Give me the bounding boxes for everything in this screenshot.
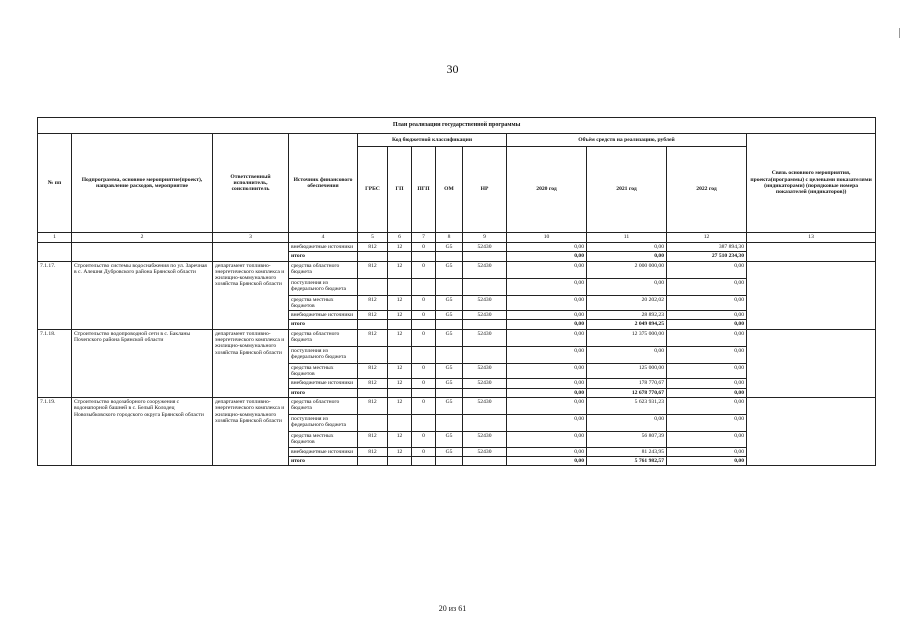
amount-2022: 0,00 [667,346,747,363]
om-cell: G5 [436,379,463,388]
column-numbers-row [38,233,876,243]
nr-cell: 52430 [463,295,507,311]
pgp-cell: 0 [412,311,436,320]
amount-2020: 0,00 [507,397,587,414]
gp-cell: 12 [388,243,412,252]
measure-name: Строительство водозаборного сооружения с водонапорной башней в с. Белый Колодец Новозыбковского городского округа Брянской области [72,397,213,465]
executor-cell [213,243,289,262]
col-num: 12 [667,233,747,243]
amount-2021: 5 623 931,23 [587,397,667,414]
col-num: 7 [412,233,436,243]
source-cell: итого [289,320,358,329]
source-cell: средства местных бюджетов [289,431,358,447]
gp-cell: 12 [388,311,412,320]
gp-cell: 12 [388,329,412,346]
grbs-cell: 812 [358,379,388,388]
col-num: 6 [388,233,412,243]
source-cell: поступления из федерального бюджета [289,278,358,295]
gp-cell [388,252,412,261]
nr-cell: 52430 [463,397,507,414]
grbs-cell [358,346,388,363]
amount-2020: 0,00 [507,261,587,278]
amount-2022: 27 510 234,30 [667,252,747,261]
gp-cell [388,320,412,329]
om-cell: G5 [436,397,463,414]
measure-number: 7.1.19. [38,397,72,465]
measure-executor: департамент топливно-энергетического комплекса и жилищно-коммунального хозяйства Брянской области [213,397,289,465]
col-num: 3 [213,233,289,243]
source-cell: средства местных бюджетов [289,363,358,379]
source-cell: итого [289,252,358,261]
nr-cell [463,346,507,363]
header-grbs: ГРБС [358,147,388,233]
source-cell: поступления из федерального бюджета [289,346,358,363]
om-cell: G5 [436,243,463,252]
pgp-cell: 0 [412,295,436,311]
amount-2020: 0,00 [507,346,587,363]
grbs-cell: 812 [358,431,388,447]
pgp-cell: 0 [412,397,436,414]
header-2021: 2021 год [587,147,667,233]
om-cell [436,320,463,329]
measure-executor: департамент топливно-энергетического комплекса и жилищно-коммунального хозяйства Брянской области [213,261,289,329]
amount-2020: 0,00 [507,456,587,465]
amount-2022: 0,00 [667,320,747,329]
plan-table [37,117,876,466]
amount-2022: 0,00 [667,261,747,278]
pgp-cell: 0 [412,363,436,379]
amount-2020: 0,00 [507,329,587,346]
header-budget-code: Код бюджетной классификации [358,134,507,147]
amount-2021: 2 049 094,25 [587,320,667,329]
col-num: 4 [289,233,358,243]
grbs-cell: 812 [358,329,388,346]
header-no: № пп [38,134,72,233]
om-cell: G5 [436,311,463,320]
link-cell [747,243,876,262]
measure-number: 7.1.17. [38,261,72,329]
name-cell [72,243,213,262]
header-source: Источник финансового обеспечения [289,134,358,233]
pgp-cell [412,346,436,363]
grbs-cell [358,414,388,431]
om-cell [436,252,463,261]
col-num: 5 [358,233,388,243]
col-num: 8 [436,233,463,243]
nr-cell: 52430 [463,431,507,447]
no-cell [38,243,72,262]
col-num: 10 [507,233,587,243]
col-num: 2 [72,233,213,243]
om-cell: G5 [436,447,463,456]
amount-2022: 0,00 [667,379,747,388]
pgp-cell [412,456,436,465]
gp-cell [388,388,412,397]
nr-cell: 52430 [463,363,507,379]
grbs-cell [358,278,388,295]
amount-2022: 0,00 [667,447,747,456]
nr-cell: 52430 [463,243,507,252]
amount-2022: 0,00 [667,414,747,431]
amount-2022: 387 894,30 [667,243,747,252]
om-cell [436,278,463,295]
om-cell [436,456,463,465]
table-row [38,261,876,278]
amount-2021: 12 678 770,67 [587,388,667,397]
amount-2022: 0,00 [667,431,747,447]
amount-2022: 0,00 [667,456,747,465]
om-cell [436,346,463,363]
pgp-cell [412,414,436,431]
grbs-cell: 812 [358,397,388,414]
header-subprogram: Подпрограмма, основное мероприятие(проект), направление расходов, мероприятие [72,134,213,233]
amount-2021: 178 770,67 [587,379,667,388]
amount-2020: 0,00 [507,363,587,379]
source-cell: внебюджетные источники [289,311,358,320]
amount-2020: 0,00 [507,447,587,456]
om-cell: G5 [436,329,463,346]
col-num: 13 [747,233,876,243]
amount-2021: 5 761 982,57 [587,456,667,465]
om-cell [436,388,463,397]
nr-cell: 52430 [463,447,507,456]
amount-2021: 28 892,23 [587,311,667,320]
link-cell [747,397,876,465]
col-num: 11 [587,233,667,243]
pgp-cell: 0 [412,261,436,278]
header-2022: 2022 год [667,147,747,233]
amount-2021: 12 375 000,00 [587,329,667,346]
grbs-cell [358,320,388,329]
table-row [38,397,876,414]
measure-name: Строительство системы водоснабжения по ул. Заречная в с. Алешня Дубровского района Брянской области [72,261,213,329]
pgp-cell [412,320,436,329]
amount-2021: 125 000,00 [587,363,667,379]
col-num: 9 [463,233,507,243]
col-num: 1 [38,233,72,243]
amount-2020: 0,00 [507,243,587,252]
om-cell: G5 [436,295,463,311]
source-cell: итого [289,388,358,397]
source-cell: внебюджетные источники [289,447,358,456]
source-cell: средства областного бюджета [289,329,358,346]
header-om: ОМ [436,147,463,233]
grbs-cell: 812 [358,311,388,320]
amount-2020: 0,00 [507,414,587,431]
om-cell [436,414,463,431]
amount-2020: 0,00 [507,278,587,295]
grbs-cell [358,252,388,261]
measure-executor: департамент топливно-энергетического комплекса и жилищно-коммунального хозяйства Брянской области [213,329,289,397]
om-cell: G5 [436,431,463,447]
source-cell: внебюджетные источники [289,379,358,388]
amount-2021: 81 243,95 [587,447,667,456]
header-pgp: ПГП [412,147,436,233]
source-cell: поступления из федерального бюджета [289,414,358,431]
page-number: 30 [446,62,459,76]
gp-cell [388,346,412,363]
table-title: План реализации государственной программы [38,118,876,134]
amount-2021: 2 000 000,00 [587,261,667,278]
pgp-cell [412,252,436,261]
amount-2022: 0,00 [667,295,747,311]
header-volume: Объём средств на реализацию, рублей [507,134,747,147]
amount-2022: 0,00 [667,278,747,295]
page-footer: 20 из 61 [438,604,467,613]
gp-cell: 12 [388,379,412,388]
nr-cell [463,414,507,431]
amount-2020: 0,00 [507,252,587,261]
measure-name: Строительство водопроводной сети в с. Бакланы Почепского района Брянской области [72,329,213,397]
gp-cell [388,278,412,295]
amount-2021: 0,00 [587,278,667,295]
source-cell: средства областного бюджета [289,397,358,414]
amount-2020: 0,00 [507,320,587,329]
nr-cell: 52430 [463,379,507,388]
header-gp: ГП [388,147,412,233]
pgp-cell: 0 [412,379,436,388]
gp-cell [388,456,412,465]
grbs-cell: 812 [358,243,388,252]
measure-number: 7.1.18. [38,329,72,397]
nr-cell [463,388,507,397]
gp-cell: 12 [388,295,412,311]
amount-2022: 0,00 [667,329,747,346]
amount-2021: 0,00 [587,252,667,261]
amount-2021: 56 807,39 [587,431,667,447]
grbs-cell: 812 [358,261,388,278]
om-cell: G5 [436,261,463,278]
gp-cell: 12 [388,447,412,456]
header-2020: 2020 год [507,147,587,233]
amount-2022: 0,00 [667,363,747,379]
source-cell: итого [289,456,358,465]
nr-cell: 52430 [463,311,507,320]
nr-cell [463,278,507,295]
source-cell: внебюджетные источники [289,243,358,252]
pgp-cell [412,278,436,295]
amount-2021: 20 202,02 [587,295,667,311]
grbs-cell: 812 [358,363,388,379]
pgp-cell: 0 [412,447,436,456]
source-cell: средства областного бюджета [289,261,358,278]
margin-mark [899,28,900,38]
amount-2021: 0,00 [587,346,667,363]
amount-2022: 0,00 [667,311,747,320]
grbs-cell [358,456,388,465]
table-row [38,329,876,346]
pgp-cell: 0 [412,431,436,447]
amount-2020: 0,00 [507,431,587,447]
gp-cell: 12 [388,397,412,414]
nr-cell: 52430 [463,329,507,346]
pgp-cell: 0 [412,243,436,252]
header-link: Связь основного мероприятия, проекта(программы) с целевыми показателями (индикаторами) (порядковые номера показателей (индикаторов)) [747,134,876,233]
nr-cell [463,456,507,465]
link-cell [747,261,876,329]
header-nr: НР [463,147,507,233]
header-executor: Ответственный исполнитель, соисполнитель [213,134,289,233]
pgp-cell: 0 [412,329,436,346]
amount-2020: 0,00 [507,388,587,397]
amount-2022: 0,00 [667,397,747,414]
nr-cell [463,320,507,329]
amount-2020: 0,00 [507,295,587,311]
grbs-cell: 812 [358,295,388,311]
amount-2020: 0,00 [507,379,587,388]
table-row [38,243,876,252]
gp-cell: 12 [388,431,412,447]
grbs-cell: 812 [358,447,388,456]
source-cell: средства местных бюджетов [289,295,358,311]
amount-2022: 0,00 [667,388,747,397]
gp-cell: 12 [388,261,412,278]
link-cell [747,329,876,397]
om-cell: G5 [436,363,463,379]
nr-cell: 52430 [463,261,507,278]
amount-2021: 0,00 [587,243,667,252]
gp-cell [388,414,412,431]
grbs-cell [358,388,388,397]
amount-2021: 0,00 [587,414,667,431]
nr-cell [463,252,507,261]
pgp-cell [412,388,436,397]
plan-table-body [38,243,876,466]
gp-cell: 12 [388,363,412,379]
amount-2020: 0,00 [507,311,587,320]
